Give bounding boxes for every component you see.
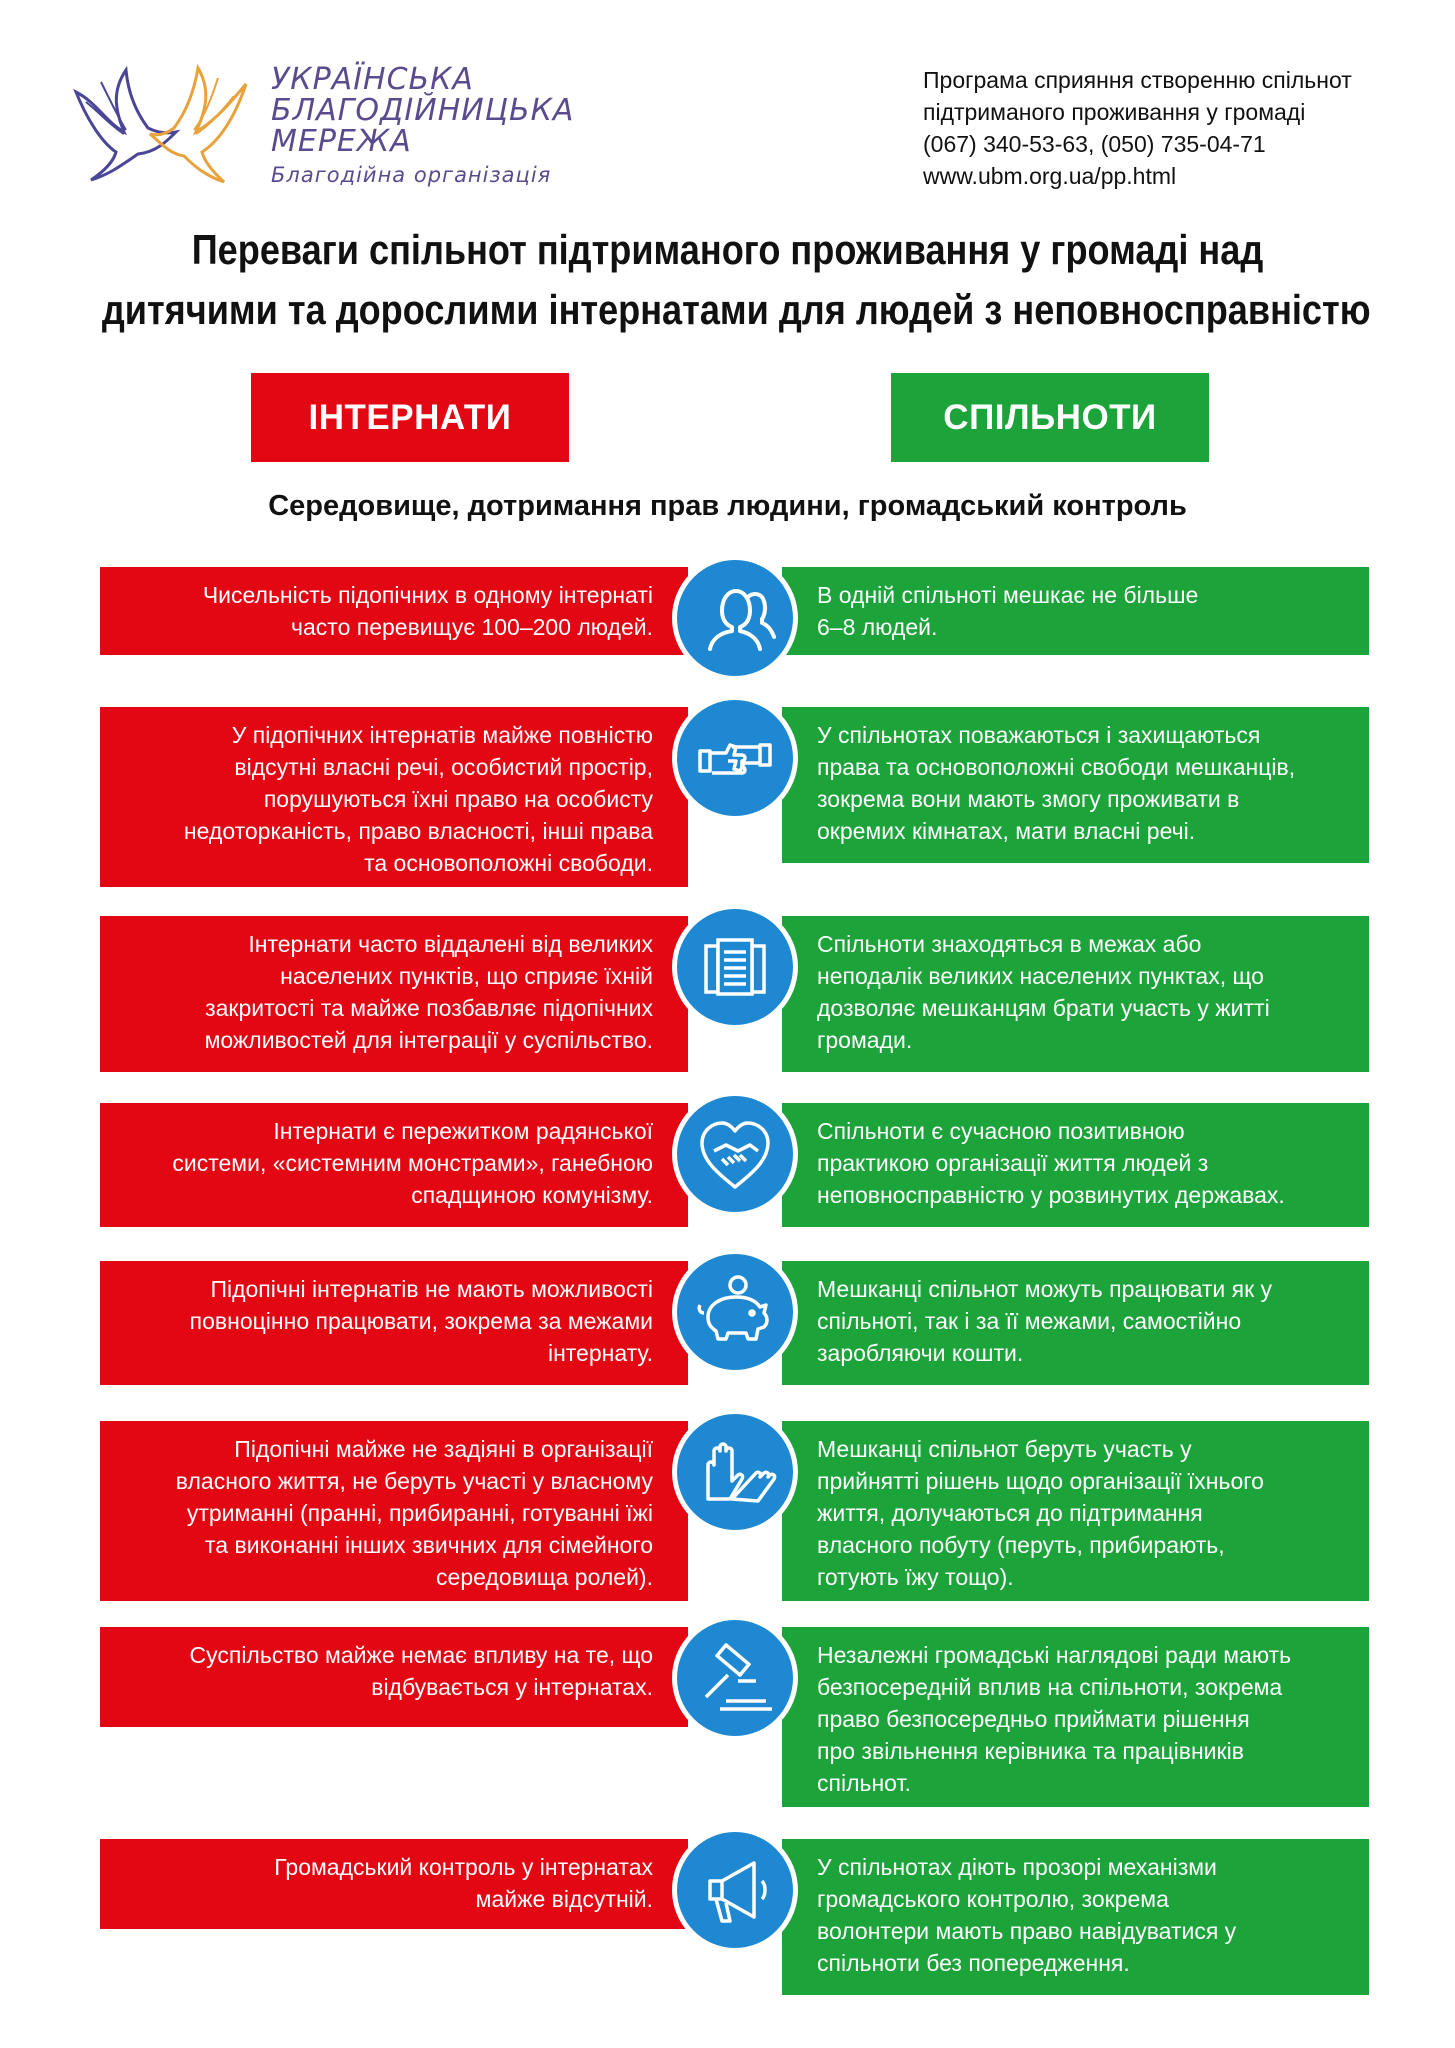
internat-text-line: відсутні власні речі, особистий простір, — [234, 754, 653, 780]
internat-text-line: закритості та майже позбавляє підопічних — [205, 995, 653, 1021]
spilnota-text-line: Мешканці спільнот можуть працювати як у — [817, 1276, 1273, 1302]
spilnota-text-line: спільнот. — [817, 1770, 911, 1796]
spilnota-text-line: життя, долучаються до підтримання — [817, 1500, 1203, 1526]
megaphone-icon — [672, 1827, 798, 1953]
logo-text — [271, 64, 574, 187]
spilnota-text-line: готують їжу тощо). — [817, 1564, 1014, 1590]
thumbs-icon — [672, 695, 798, 821]
internat-text-line: повноцінно працювати, зокрема за межами — [189, 1308, 653, 1334]
internat-text-line: часто перевищує 100–200 людей. — [291, 614, 653, 640]
internat-cell — [100, 1261, 688, 1385]
internat-text-line: Підопічні майже не задіяні в організації — [234, 1436, 653, 1462]
logo-line: БЛАГОДІЙНИЦЬКА — [271, 93, 575, 128]
spilnota-text-line: Спільноти є сучасною позитивною — [817, 1118, 1185, 1144]
logo — [66, 56, 575, 196]
spilnota-text-line: неповносправністю у розвинутих державах. — [817, 1182, 1285, 1208]
internat-cell — [100, 1839, 688, 1929]
spilnota-text-line: громади. — [817, 1027, 913, 1053]
spilnota-text-line: В одній спільноті мешкає не більше — [817, 582, 1199, 608]
internat-text-line: майже відсутній. — [475, 1886, 653, 1912]
page-title — [0, 220, 1455, 340]
internat-text-line: У підопічних інтернатів майже повністю — [231, 722, 653, 748]
spilnota-cell — [782, 1627, 1369, 1807]
people-icon — [672, 555, 798, 681]
spilnota-text-line: права та основоположні свободи мешканців, — [817, 754, 1296, 780]
spilnota-text-line: Мешканці спільнот беруть участь у — [817, 1436, 1192, 1462]
column-header-spilnoty: СПІЛЬНОТИ — [891, 373, 1209, 462]
spilnota-text-line: спільноти без попередження. — [817, 1950, 1130, 1976]
spilnota-text-line: окремих кімнатах, мати власні речі. — [817, 818, 1196, 844]
spilnota-text-line: Спільноти знаходяться в межах або — [817, 931, 1202, 957]
spilnota-text-line: заробляючи кошти. — [817, 1340, 1024, 1366]
internat-cell — [100, 1627, 688, 1727]
spilnota-text-line: власного побуту (перуть, прибирають, — [817, 1532, 1225, 1558]
spilnota-text-line: практикою організації життя людей з — [817, 1150, 1209, 1176]
internat-text-line: та основоположні свободи. — [364, 850, 653, 876]
contact-program-cont: підтриманого проживання у громаді — [923, 99, 1306, 125]
internat-text-line: та виконанні інших звичних для сімейного — [205, 1532, 653, 1558]
spilnota-text-line: громадського контролю, зокрема — [817, 1886, 1169, 1912]
internat-text-line: Суспільство майже немає впливу на те, що — [189, 1642, 653, 1668]
title-line: Переваги спільнот підтриманого проживання у громаді над — [191, 226, 1264, 273]
spilnota-text-line: неподалік великих населених пунктах, що — [817, 963, 1264, 989]
section-title: Середовище, дотримання прав людини, громадський контроль — [268, 490, 1187, 522]
internat-text-line: утриманні (пранні, прибиранні, готуванні їжі — [186, 1500, 653, 1526]
spilnota-cell — [782, 1261, 1369, 1385]
spilnota-cell — [782, 1839, 1369, 1995]
spilnota-text-line: 6–8 людей. — [817, 614, 938, 640]
internat-text-line: населених пунктів, що сприяє їхній — [280, 963, 653, 989]
internat-text-line: Громадський контроль у інтернатах — [274, 1854, 653, 1880]
internat-cell — [100, 707, 688, 887]
column-header-internaty: ІНТЕРНАТИ — [251, 373, 569, 462]
contact-website[interactable]: www.ubm.org.ua/pp.html — [923, 163, 1177, 189]
internat-cell — [100, 916, 688, 1072]
spilnota-text-line: У спільнотах діють прозорі механізми — [817, 1854, 1217, 1880]
spilnota-text-line: зокрема вони мають змогу проживати в — [817, 786, 1240, 812]
spilnota-text-line: прийнятті рішень щодо організації їхнього — [817, 1468, 1264, 1494]
internat-cell — [100, 567, 688, 655]
internat-text-line: можливостей для інтеграції у суспільство. — [204, 1027, 653, 1053]
logo-subtitle: Благодійна організація — [271, 163, 552, 187]
contacts — [923, 64, 1352, 192]
spilnota-text-line: спільноті, так і за її межами, самостійно — [817, 1308, 1242, 1334]
internat-text-line: системи, «системним монстрами», ганебною — [172, 1150, 653, 1176]
internat-text-line: Чисельність підопічних в одному інтернаті — [202, 582, 653, 608]
spilnota-text-line: безпосередній вплив на спільноти, зокрема — [817, 1674, 1283, 1700]
spilnota-cell — [782, 567, 1369, 655]
contact-phones: (067) 340-53-63, (050) 735-04-71 — [923, 131, 1266, 157]
spilnota-cell — [782, 1103, 1369, 1227]
internat-text-line: середовища ролей). — [436, 1564, 653, 1590]
spilnota-text-line: про звільнення керівника та працівників — [817, 1738, 1244, 1764]
title-line: дитячими та дорослими інтернатами для людей з неповносправністю — [101, 286, 1371, 333]
heart-handshake-icon — [672, 1091, 798, 1217]
internat-text-line: порушуються їхні право на особисту — [263, 786, 653, 812]
spilnota-cell — [782, 707, 1369, 863]
internat-cell — [100, 1103, 688, 1227]
internat-text-line: спадщиною комунізму. — [411, 1182, 653, 1208]
internat-text-line: Підопічні інтернатів не мають можливості — [210, 1276, 653, 1302]
spilnota-text-line: дозволяє мешканцям брати участь у житті — [817, 995, 1270, 1021]
contact-program: Програма сприяння створенню спільнот — [923, 67, 1352, 93]
logo-line: МЕРЕЖА — [271, 124, 412, 159]
spilnota-cell — [782, 916, 1369, 1072]
piggy-bank-icon — [672, 1249, 798, 1375]
spilnota-text-line: право безпосередньо приймати рішення — [817, 1706, 1250, 1732]
internat-text-line: власного життя, не беруть участі у власному — [175, 1468, 653, 1494]
logo-line: УКРАЇНСЬКА — [271, 62, 474, 97]
internat-text-line: Інтернати часто віддалені від великих — [248, 931, 653, 957]
internat-cell — [100, 1421, 688, 1601]
gloves-icon — [672, 1409, 798, 1535]
internat-text-line: відбувається у інтернатах. — [371, 1674, 653, 1700]
spilnota-text-line: Незалежні громадські наглядові ради мають — [817, 1642, 1292, 1668]
internat-text-line: Інтернати є пережитком радянської — [273, 1118, 653, 1144]
internat-text-line: інтернату. — [547, 1340, 653, 1366]
header — [0, 0, 1455, 200]
internat-text-line: недоторканість, право власності, інші права — [183, 818, 653, 844]
spilnota-text-line: волонтери мають право навідуватися у — [817, 1918, 1237, 1944]
gavel-icon — [672, 1615, 798, 1741]
spilnota-text-line: У спільнотах поважаються і захищаються — [817, 722, 1261, 748]
document-icon — [672, 904, 798, 1030]
doves-logo-icon — [66, 62, 256, 192]
spilnota-cell — [782, 1421, 1369, 1601]
